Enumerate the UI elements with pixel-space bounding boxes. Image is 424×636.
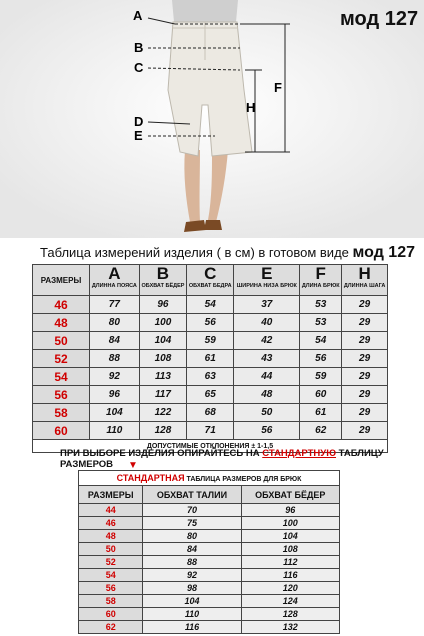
std-size-cell: 50: [79, 543, 143, 556]
value-cell: 37: [234, 296, 300, 314]
table-row: [33, 422, 388, 440]
std-size-cell: 62: [79, 621, 143, 634]
col-name: ОБХВАТ БЕДРА: [188, 283, 232, 289]
std-value-cell: 128: [241, 608, 339, 621]
product-photo: [0, 0, 424, 238]
value-cell: 48: [234, 386, 300, 404]
col-letter: E: [261, 264, 273, 283]
notice-highlight: СТАНДАРТНУЮ: [262, 448, 336, 459]
value-cell: 96: [90, 386, 140, 404]
value-cell: 53: [300, 314, 342, 332]
col-b: [139, 265, 186, 296]
value-cell: 56: [187, 314, 234, 332]
value-cell: 54: [300, 332, 342, 350]
std-size-cell: 54: [79, 569, 143, 582]
std-value-cell: 132: [241, 621, 339, 634]
value-cell: 29: [342, 314, 388, 332]
std-value-cell: 70: [143, 504, 241, 517]
size-cell: 54: [33, 368, 90, 386]
std-value-cell: 108: [241, 543, 339, 556]
table-row: [33, 296, 388, 314]
table-row: [79, 530, 340, 543]
value-cell: 50: [234, 404, 300, 422]
col-a: [90, 265, 140, 296]
table-row: [79, 621, 340, 634]
std-value-cell: 80: [143, 530, 241, 543]
value-cell: 40: [234, 314, 300, 332]
std-value-cell: 84: [143, 543, 241, 556]
size-cell: 60: [33, 422, 90, 440]
std-header-waist: ОБХВАТ ТАЛИИ: [143, 486, 241, 504]
standard-table-title: [79, 471, 340, 486]
standard-table-body: [79, 504, 340, 634]
col-letter: A: [108, 264, 121, 283]
col-name: ДЛИННА ПОЯСА: [91, 283, 137, 289]
table-row: [79, 595, 340, 608]
table-row: [79, 543, 340, 556]
caption-model: мод 127: [352, 244, 415, 261]
value-cell: 65: [187, 386, 234, 404]
value-cell: 61: [300, 404, 342, 422]
std-value-cell: 75: [143, 517, 241, 530]
value-cell: 110: [90, 422, 140, 440]
table-row: [33, 350, 388, 368]
std-size-cell: 46: [79, 517, 143, 530]
value-cell: 77: [90, 296, 140, 314]
table-row: [79, 556, 340, 569]
value-cell: 104: [90, 404, 140, 422]
value-cell: 29: [342, 404, 388, 422]
model-title: мод 127: [340, 8, 419, 30]
label-c: C: [134, 60, 144, 75]
std-value-cell: 124: [241, 595, 339, 608]
value-cell: 54: [187, 296, 234, 314]
table-row: [33, 368, 388, 386]
value-cell: 29: [342, 296, 388, 314]
notice-after: ТАБЛИЦУ РАЗМЕРОВ: [60, 448, 384, 470]
std-value-cell: 116: [241, 569, 339, 582]
value-cell: 128: [139, 422, 186, 440]
table-row: [79, 608, 340, 621]
table-row: [33, 314, 388, 332]
size-cell: 58: [33, 404, 90, 422]
value-cell: 44: [234, 368, 300, 386]
std-header-hips: ОБХВАТ БЁДЕР: [241, 486, 339, 504]
std-size-cell: 48: [79, 530, 143, 543]
size-header: РАЗМЕРЫ: [33, 265, 90, 296]
size-cell: 48: [33, 314, 90, 332]
value-cell: 53: [300, 296, 342, 314]
value-cell: 63: [187, 368, 234, 386]
col-letter: F: [315, 264, 326, 283]
std-value-cell: 104: [143, 595, 241, 608]
std-value-cell: 112: [241, 556, 339, 569]
value-cell: 29: [342, 422, 388, 440]
value-cell: 56: [234, 422, 300, 440]
col-e: [234, 265, 300, 296]
notice-before: ПРИ ВЫБОРЕ ИЗДЕЛИЯ ОПИРАЙТЕСЬ НА: [60, 448, 263, 459]
std-value-cell: 120: [241, 582, 339, 595]
size-cell: 52: [33, 350, 90, 368]
value-cell: 29: [342, 350, 388, 368]
col-name: ОБХВАТ БЁДЕР: [141, 283, 185, 289]
std-value-cell: 100: [241, 517, 339, 530]
label-h: H: [246, 100, 256, 115]
std-value-cell: 92: [143, 569, 241, 582]
std-size-cell: 58: [79, 595, 143, 608]
value-cell: 43: [234, 350, 300, 368]
label-e: E: [134, 128, 143, 143]
std-value-cell: 104: [241, 530, 339, 543]
std-value-cell: 110: [143, 608, 241, 621]
label-d: D: [134, 114, 144, 129]
size-notice: [60, 448, 424, 470]
col-f: [300, 265, 342, 296]
col-letter: C: [204, 264, 217, 283]
value-cell: 68: [187, 404, 234, 422]
standard-title-rest: ТАБЛИЦА РАЗМЕРОВ ДЛЯ БРЮК: [186, 476, 302, 483]
std-size-cell: 56: [79, 582, 143, 595]
value-cell: 108: [139, 350, 186, 368]
size-cell: 56: [33, 386, 90, 404]
value-cell: 117: [139, 386, 186, 404]
std-value-cell: 98: [143, 582, 241, 595]
value-cell: 61: [187, 350, 234, 368]
value-cell: 60: [300, 386, 342, 404]
table-row: [79, 504, 340, 517]
value-cell: 104: [139, 332, 186, 350]
value-cell: 71: [187, 422, 234, 440]
value-cell: 29: [342, 368, 388, 386]
col-name: ДЛИНА БРЮК: [301, 283, 340, 289]
size-cell: 46: [33, 296, 90, 314]
label-b: B: [134, 40, 144, 55]
value-cell: 122: [139, 404, 186, 422]
value-cell: 113: [139, 368, 186, 386]
table-row: [33, 386, 388, 404]
value-cell: 29: [342, 332, 388, 350]
caption-text: Таблица измерений изделия ( в см) в готовом виде: [40, 245, 349, 260]
table-row: [33, 404, 388, 422]
table-row: [79, 582, 340, 595]
col-c: [187, 265, 234, 296]
label-a: A: [133, 8, 143, 23]
value-cell: 59: [300, 368, 342, 386]
std-size-cell: 44: [79, 504, 143, 517]
measure-table-body: [33, 296, 388, 440]
std-value-cell: 96: [241, 504, 339, 517]
std-header-size: РАЗМЕРЫ: [79, 486, 143, 504]
size-cell: 50: [33, 332, 90, 350]
value-cell: 100: [139, 314, 186, 332]
col-name: ШИРИНА НИЗА БРЮК: [236, 283, 297, 289]
tolerance-note: ДОПУСТИМЫЕ ОТКЛОНЕНИЯ ± 1-1,5: [33, 440, 388, 453]
down-arrow-icon: ▼: [128, 460, 138, 471]
table-row: [33, 332, 388, 350]
value-cell: 92: [90, 368, 140, 386]
standard-title-red: СТАНДАРТНАЯ: [116, 473, 185, 483]
std-size-cell: 52: [79, 556, 143, 569]
measure-table-caption: [40, 244, 415, 262]
value-cell: 42: [234, 332, 300, 350]
value-cell: 84: [90, 332, 140, 350]
std-size-cell: 60: [79, 608, 143, 621]
table-row: [79, 569, 340, 582]
col-letter: H: [358, 264, 371, 283]
col-name: ДЛИННА ШАГА: [343, 283, 386, 289]
std-value-cell: 116: [143, 621, 241, 634]
value-cell: 96: [139, 296, 186, 314]
standard-size-table: [78, 470, 340, 634]
std-value-cell: 88: [143, 556, 241, 569]
value-cell: 88: [90, 350, 140, 368]
value-cell: 80: [90, 314, 140, 332]
value-cell: 59: [187, 332, 234, 350]
value-cell: 56: [300, 350, 342, 368]
value-cell: 29: [342, 386, 388, 404]
label-f: F: [274, 80, 282, 95]
col-h: [342, 265, 388, 296]
measure-table: [32, 264, 388, 453]
col-letter: B: [156, 264, 170, 283]
table-row: [79, 517, 340, 530]
value-cell: 62: [300, 422, 342, 440]
